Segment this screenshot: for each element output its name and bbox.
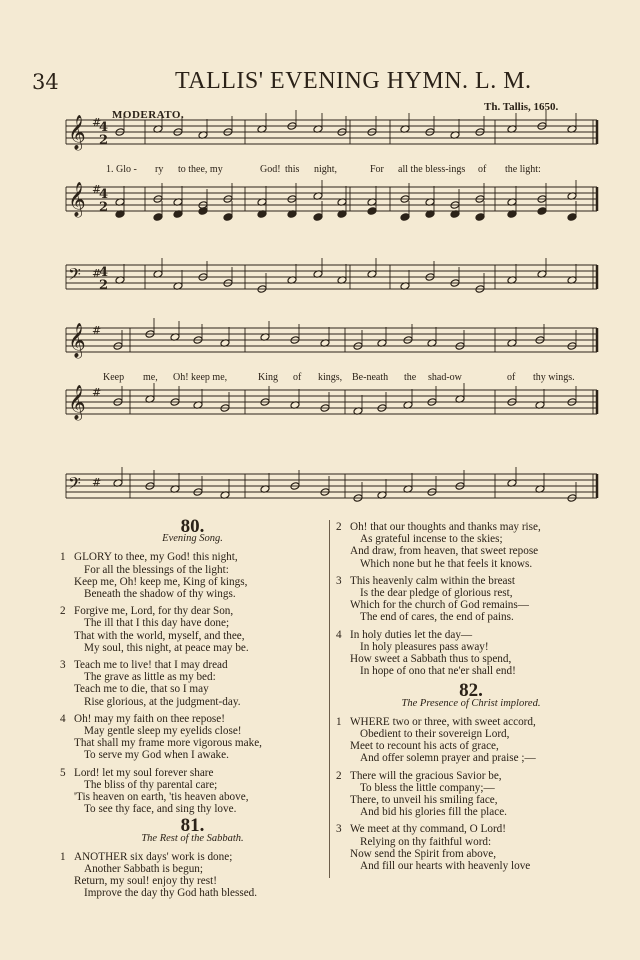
verse-number: 2 xyxy=(336,769,342,782)
verse-line: The end of cares, the end of pains. xyxy=(360,611,514,624)
verse-text xyxy=(74,605,249,654)
svg-text:#: # xyxy=(92,183,102,196)
verse-number: 2 xyxy=(60,605,66,618)
verse-line: As grateful incense to the skies; xyxy=(360,533,503,546)
verse-number: 3 xyxy=(60,659,66,672)
verse-line: Relying on thy faithful word: xyxy=(360,835,492,848)
verse-line: The bliss of thy parental care; xyxy=(84,778,218,791)
verse-line: Teach me to live! that I may dread xyxy=(74,659,228,672)
svg-text:4: 4 xyxy=(99,265,109,280)
lyric-syllable: of xyxy=(293,372,302,383)
lyric-syllable: Keep xyxy=(103,372,125,383)
lyric-syllable: thy wings. xyxy=(533,372,575,383)
lyric-syllable: this xyxy=(285,164,300,175)
verse xyxy=(336,716,606,765)
page-title: TALLIS' EVENING HYMN. L. M. xyxy=(175,68,532,94)
verse xyxy=(336,521,606,570)
verse xyxy=(336,823,606,872)
verse-line: Beneath the shadow of thy wings. xyxy=(84,588,236,601)
verse-number: 4 xyxy=(60,712,66,725)
verse-line: Rise glorious, at the judgment-day. xyxy=(84,695,241,708)
verse-line: Return, my soul! enjoy thy rest! xyxy=(74,875,217,888)
hymn-subtitle: Evening Song. xyxy=(162,533,223,545)
verse-line: How sweet a Sabbath thus to spend, xyxy=(350,653,512,666)
verse-text xyxy=(74,767,249,816)
svg-text:2: 2 xyxy=(99,278,109,293)
verse-text xyxy=(350,575,529,624)
verse xyxy=(60,659,325,708)
verse-line: For all the blessings of the light: xyxy=(84,563,229,576)
verse-text xyxy=(350,823,530,872)
lyric-syllable: the xyxy=(404,372,417,383)
svg-text:2: 2 xyxy=(99,200,109,215)
lyric-syllable: all the bless-ings xyxy=(398,164,466,175)
verse xyxy=(60,851,325,900)
verse-number: 3 xyxy=(336,823,342,836)
verse-line: Teach me to die, that so I may xyxy=(74,683,209,696)
lyric-syllable: ry xyxy=(155,164,164,175)
hymn-verses xyxy=(60,851,325,900)
lyric-syllable: God! xyxy=(260,164,281,175)
verse-line: This heavenly calm within the breast xyxy=(350,574,515,587)
hymn-number: 80. xyxy=(180,516,205,537)
verse-number: 4 xyxy=(336,628,342,641)
verse-line: In holy pleasures pass away! xyxy=(360,640,489,653)
hymn-verses xyxy=(336,521,606,677)
verse-line: To serve my God when I awake. xyxy=(84,749,229,762)
page-number: 34 xyxy=(32,70,59,94)
svg-text:#: # xyxy=(92,116,102,129)
verse-number: 3 xyxy=(336,574,342,587)
verse-text xyxy=(350,770,507,819)
svg-text:4: 4 xyxy=(99,187,109,202)
verse-line: And draw, from heaven, that sweet repose xyxy=(350,545,539,558)
hymn-80 xyxy=(60,516,325,816)
verse-line: May gentle sleep my eyelids close! xyxy=(84,725,242,738)
svg-text:𝄢: 𝄢 xyxy=(68,473,81,497)
verse-text xyxy=(350,716,536,765)
lyric-syllable: kings, xyxy=(318,372,343,383)
svg-text:#: # xyxy=(92,386,102,399)
verse-text xyxy=(74,713,262,762)
hymn-number: 82. xyxy=(459,680,483,702)
svg-text:𝄢: 𝄢 xyxy=(68,264,81,288)
lyric-syllable: the light: xyxy=(505,164,541,175)
verse-text xyxy=(74,851,257,900)
verse xyxy=(336,575,606,624)
verse-line: Which none but he that feels it knows. xyxy=(360,557,533,570)
hymn-subtitle: The Rest of the Sabbath. xyxy=(141,832,244,844)
lyric-syllable: 1. Glo - xyxy=(106,164,137,175)
svg-text:#: # xyxy=(92,324,102,337)
verse-line: And fill our hearts with heavenly love xyxy=(360,860,531,873)
verse-line: My soul, this night, at peace may be. xyxy=(84,641,249,654)
lyric-syllable: Be-neath xyxy=(352,372,389,383)
verse-number: 1 xyxy=(60,850,66,863)
svg-text:2: 2 xyxy=(99,133,109,148)
hymn-number: 81. xyxy=(180,815,205,837)
verse-line: In holy duties let the day— xyxy=(350,628,473,641)
verse xyxy=(60,551,325,600)
svg-text:𝄞: 𝄞 xyxy=(68,323,86,358)
svg-text:𝄞: 𝄞 xyxy=(68,385,86,420)
left-column xyxy=(60,516,325,905)
hymn-subtitle: The Presence of Christ implored. xyxy=(401,697,541,709)
verse-line: To bless the little company;— xyxy=(360,781,495,794)
verse-text xyxy=(74,551,247,600)
verse-line: There will the gracious Savior be, xyxy=(350,769,502,782)
verse-line: WHERE two or three, with sweet accord, xyxy=(350,715,536,728)
lyric-syllable: King xyxy=(258,372,278,383)
verse-line: That with the world, myself, and thee, xyxy=(74,629,245,642)
verse-line: Lord! let my soul forever share xyxy=(74,766,214,779)
verse xyxy=(336,770,606,819)
verse-line: We meet at thy command, O Lord! xyxy=(350,823,506,836)
verse-line: That shall my frame more vigorous make, xyxy=(74,737,262,750)
svg-text:4: 4 xyxy=(99,120,109,135)
lyric-syllable: shad-ow xyxy=(428,372,462,383)
hymn-verses xyxy=(336,716,606,872)
verse-line: And bid his glories fill the place. xyxy=(360,806,507,819)
lyric-syllable: to thee, my xyxy=(178,164,223,175)
verse-line: 'Tis heaven on earth, 'tis heaven above, xyxy=(74,791,249,804)
verse-number: 1 xyxy=(336,715,342,728)
verse-line: GLORY to thee, my God! this night, xyxy=(74,551,238,564)
verse-line: There, to unveil his smiling face, xyxy=(350,794,498,807)
svg-text:#: # xyxy=(92,267,102,280)
verse xyxy=(60,605,325,654)
composer-credit: Th. Tallis, 1650. xyxy=(484,101,559,113)
verse-line: Now send the Spirit from above, xyxy=(350,847,497,860)
svg-text:𝄞: 𝄞 xyxy=(68,182,86,217)
verse-line: Improve the day thy God hath blessed. xyxy=(84,887,258,900)
verse-text xyxy=(74,659,241,708)
verse xyxy=(336,629,606,678)
verse-number: 5 xyxy=(60,766,66,779)
svg-text:#: # xyxy=(92,476,102,489)
verse-line: The grave as little as my bed: xyxy=(84,671,216,684)
verse-line: To see thy face, and sing thy love. xyxy=(84,803,237,816)
svg-text:𝄞: 𝄞 xyxy=(68,115,86,150)
verse-line: The ill that I this day have done; xyxy=(84,617,230,630)
hymn-verses xyxy=(60,551,325,815)
hymn-82 xyxy=(336,680,606,873)
verse-number: 2 xyxy=(336,521,342,533)
hymn-81 xyxy=(60,815,325,900)
verse-line: Another Sabbath is begun; xyxy=(84,863,204,876)
verse-line: And offer solemn prayer and praise ;— xyxy=(360,752,536,765)
verse xyxy=(60,767,325,816)
verse-line: Which for the church of God remains— xyxy=(350,599,529,612)
verse-line: Meet to recount his acts of grace, xyxy=(350,740,499,753)
verse-line: Obedient to their sovereign Lord, xyxy=(360,728,510,741)
verse-line: Oh! may my faith on thee repose! xyxy=(74,712,225,725)
verse-text xyxy=(350,521,541,570)
verse-text xyxy=(350,629,516,678)
lyric-syllable: For xyxy=(370,164,384,175)
verse-line: Is the dear pledge of glorious rest, xyxy=(360,587,513,600)
verse-line: ANOTHER six days' work is done; xyxy=(74,850,233,863)
lyric-syllable: night, xyxy=(314,164,338,175)
right-column xyxy=(336,521,606,877)
verse-line: Keep me, Oh! keep me, King of kings, xyxy=(74,575,248,588)
lyric-syllable: Oh! keep me, xyxy=(173,372,228,383)
verse-line: In hope of ono that ne'er shall end! xyxy=(360,665,516,678)
tempo-marking: MODERATO. xyxy=(112,109,185,121)
verse-line: Forgive me, Lord, for thy dear Son, xyxy=(74,605,234,618)
lyric-syllable: of xyxy=(507,372,516,383)
column-divider xyxy=(329,520,330,878)
verse-line: Oh! that our thoughts and thanks may rise, xyxy=(350,521,541,533)
lyric-syllable: of xyxy=(478,164,487,175)
verse-number: 1 xyxy=(60,551,66,564)
hymn-81-continued xyxy=(336,521,606,677)
lyric-syllable: me, xyxy=(143,372,158,383)
verse xyxy=(60,713,325,762)
